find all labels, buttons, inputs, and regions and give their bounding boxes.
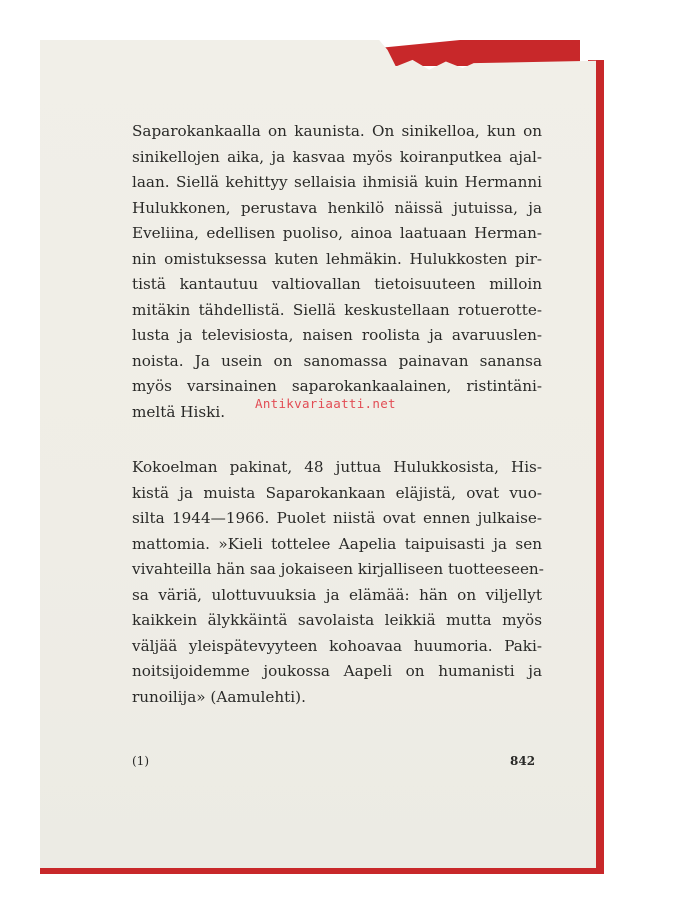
text-line: silta 1944—1966. Puolet niistä ovat ennen julkaise- (132, 509, 542, 527)
text-line: kistä ja muista Saparokankaan eläjistä, ovat vuo- (132, 483, 542, 502)
text-line: väljää yleispätevyyteen kohoavaa huumoria. Paki- (132, 636, 542, 655)
text-line: nin omistuksessa kuten lehmäkin. Hulukkosten pir- (132, 249, 542, 268)
text-line: noitsijoidemme joukossa Aapeli on humanisti ja (132, 662, 542, 680)
blurb-paragraph-2 (132, 455, 542, 710)
text-line: meltä Hiski. (132, 402, 226, 421)
text-line: laan. Siellä kehittyy sellaisia ihmisiä kuin Hermanni (132, 173, 542, 191)
shop-watermark: Antikvariaatti.net (255, 396, 396, 411)
text-line: Saparokankaalla on kaunista. On sinikelloa, kun on (132, 122, 542, 140)
text-line: runoilija» (Aamulehti). (132, 687, 306, 706)
footer-volume-marker: (1) (132, 754, 149, 768)
text-line: Hulukkonen, perustava henkilö näissä jutuissa, ja (132, 198, 542, 217)
text-line: mitäkin tähdellistä. Siellä keskustellaan rotuerotte- (132, 300, 542, 319)
text-line: noista. Ja usein on sanomassa painavan sanansa (132, 351, 542, 370)
footer-catalog-number: 842 (510, 754, 536, 768)
text-line: tistä kantautuu valtiovallan tietoisuuteen milloin (132, 275, 542, 293)
text-line: vivahteilla hän saa jokaiseen kirjalliseen tuotteeseen- (132, 560, 544, 578)
text-line: Eveliina, edellisen puoliso, ainoa laatuaan Herman- (132, 224, 542, 242)
text-line: kaikkein älykkäintä savolaista leikkiä mutta myös (132, 611, 542, 629)
text-line: sa väriä, ulottuvuuksia ja elämää: hän on viljellyt (132, 585, 542, 604)
text-line: sinikellojen aika, ja kasvaa myös koiranputkea ajal- (132, 147, 542, 166)
text-line: lusta ja televisiosta, naisen roolista ja avaruuslen- (132, 326, 542, 344)
text-line: myös varsinainen saparokankaalainen, ristintäni- (132, 377, 542, 395)
text-line: Kokoelman pakinat, 48 juttua Hulukkosista, His- (132, 458, 542, 476)
text-line: mattomia. »Kieli tottelee Aapelia taipuisasti ja sen (132, 534, 542, 553)
blurb-paragraph-1 (132, 119, 542, 425)
